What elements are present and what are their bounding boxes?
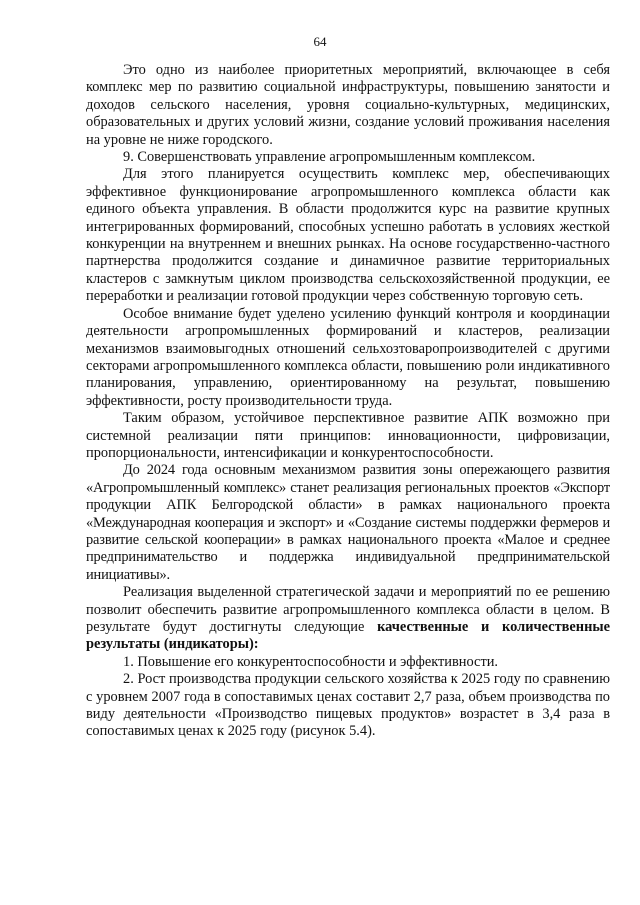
paragraph-regional-projects: До 2024 года основным механизмом развития зоны опережающего развития «Агропромышленный комплекс» станет реализация региональных проектов «Экспорт продукции АПК Белгородской области» в рамках национального проекта «Международная кооперация и экспорт» и «Создание системы поддержки фермеров и развитие сельской кооперации» в рамках национального проекта «Малое и среднее предпринимательство и поддержка индивидуальной предпринимательской инициативы». <box>86 462 610 583</box>
paragraph-results <box>86 584 610 654</box>
paragraph-indicator-2: 2. Рост производства продукции сельского хозяйства к 2025 году по сравнению с уровнем 2007 года в сопоставимых ценах составит 2,7 раза, объем производства по виду деятельности «Производство пищевых продуктов» возрастет в 3,4 раза в сопоставимых ценах к 2025 году (рисунок 5.4). <box>86 671 610 740</box>
results-intro-text: Реализация выделенной стратегической задачи и мероприятий по ее решению позволит обеспечить развитие агропромышленного комплекса области в целом. В результате будут достигнуты следующие <box>86 584 610 635</box>
document-body <box>86 62 610 741</box>
paragraph-management-measures: Для этого планируется осуществить комплекс мер, обеспечивающих эффективное функционирование агропромышленного комплекса области как единого объекта управления. В области продолжится курс на развитие крупных интегрированных формирований, способных успешно работать в условиях жесткой конкуренции на внутреннем и внешних рынках. На основе государственно-частного партнерства продолжится создание и динамичное развитие территориальных кластеров с замкнутым циклом производства сельскохозяйственной продукции, ее переработки и реализации готовой продукции через собственную торговую сеть. <box>86 166 610 305</box>
paragraph-five-principles: Таким образом, устойчивое перспективное развитие АПК возможно при системной реализации пяти принципов: инновационности, цифровизации, пропорциональности, интенсификации и конкурентоспособности. <box>86 410 610 461</box>
paragraph-indicator-1: 1. Повышение его конкурентоспособности и эффективности. <box>123 653 499 670</box>
paragraph-item-9: 9. Совершенствовать управление агропромышленным комплексом. <box>123 149 536 166</box>
paragraph-social-infrastructure: Это одно из наиболее приоритетных мероприятий, включающее в себя комплекс мер по развитию социальной инфраструктуры, повышению занятости и доходов сельского населения, уровня социально-культурных, медицинских, образовательных и других условий жизни, создание условий проживания населения на уровне не ниже городского. <box>86 62 610 148</box>
paragraph-control-coordination: Особое внимание будет уделено усилению функций контроля и координации деятельности агропромышленных формирований и кластеров, реализации механизмов взаимовыгодных отношений сельхозтоваропроизводителей с другими секторами агропромышленного комплекса области, повышению роли индикативного планирования, управлению, ориентированному на результат, повышению эффективности, росту производительности труда. <box>86 305 610 409</box>
page-number: 64 <box>313 34 327 49</box>
results-colon: : <box>253 636 259 653</box>
results-bold-text: качественные и количественные результаты (индикаторы) <box>86 619 610 653</box>
